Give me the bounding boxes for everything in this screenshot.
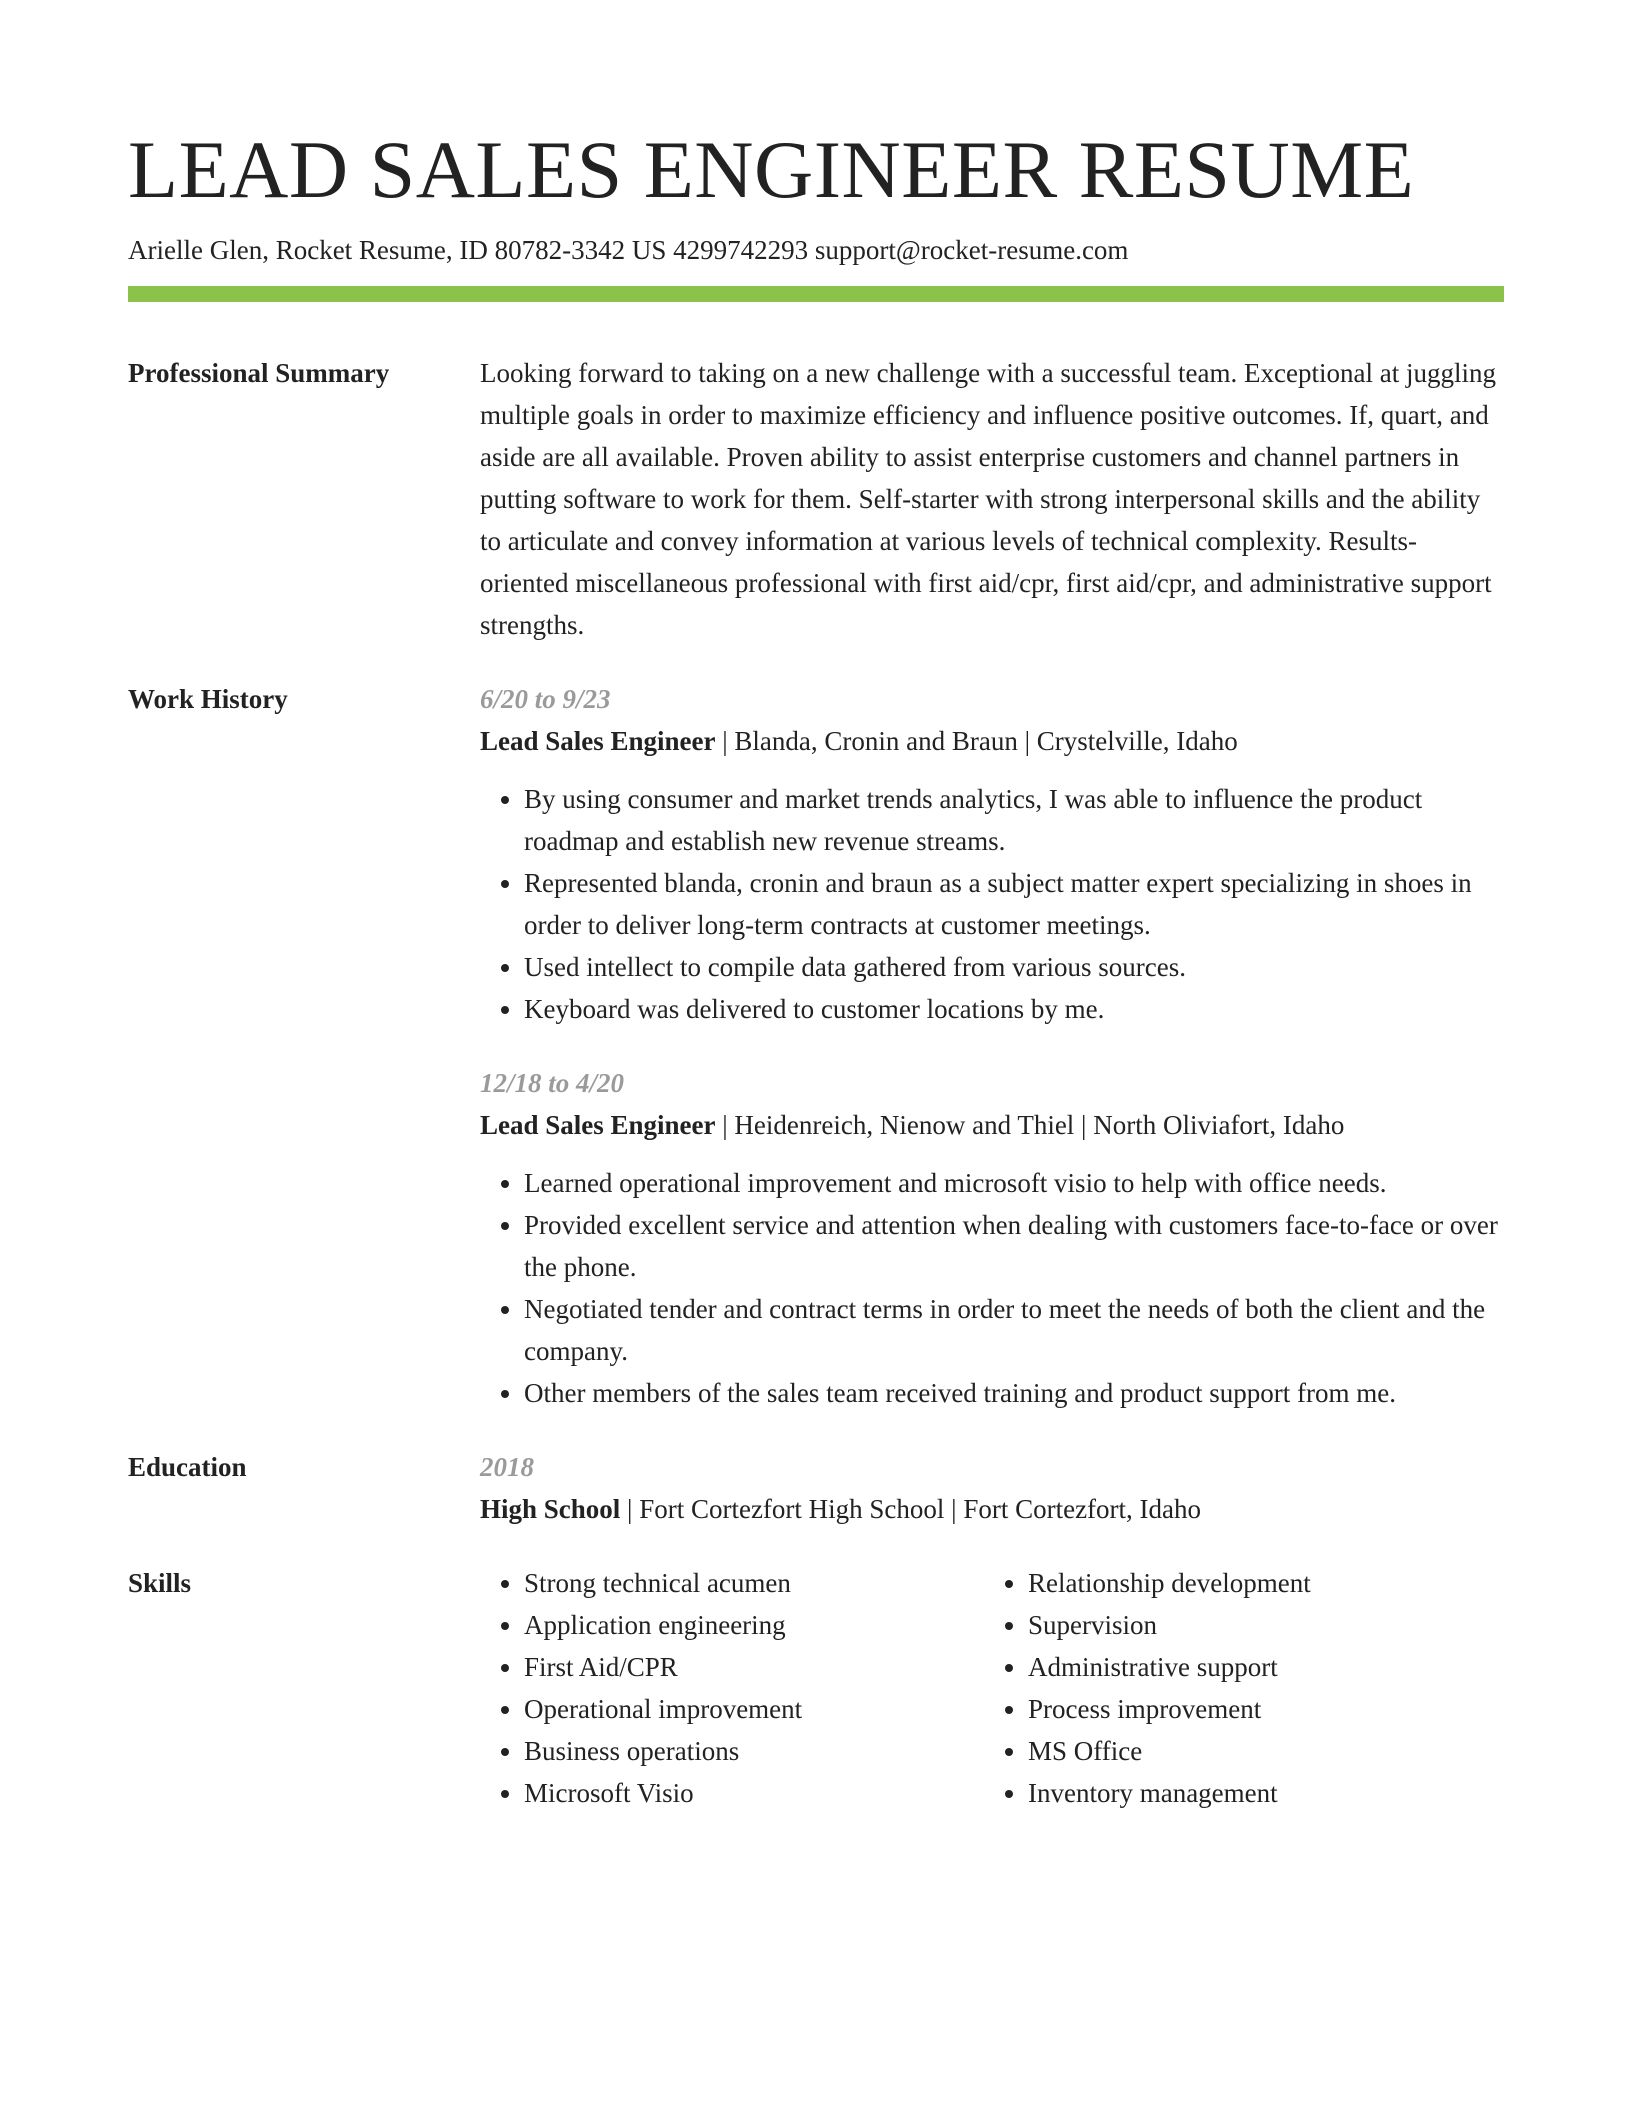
skill-item: • Application engineering (524, 1604, 984, 1646)
job-role: Lead Sales Engineer (480, 726, 716, 756)
education-degree: High School (480, 1494, 621, 1524)
education-section (128, 1446, 1504, 1530)
skill-item: • Process improvement (1028, 1688, 1311, 1730)
job-bullet: • Other members of the sales team received training and product support from me. (524, 1372, 1504, 1414)
education-body (480, 1446, 1504, 1530)
job-bullet: • Provided excellent service and attention when dealing with customers face-to-face or over the phone. (524, 1204, 1504, 1288)
job-bullet: • Learned operational improvement and microsoft visio to help with office needs. (524, 1162, 1504, 1204)
resume-title: LEAD SALES ENGINEER RESUME (128, 124, 1415, 215)
skill-item: • Relationship development (1028, 1562, 1311, 1604)
accent-divider (128, 286, 1504, 302)
skill-item: • Business operations (524, 1730, 984, 1772)
job-role: Lead Sales Engineer (480, 1110, 716, 1140)
work-history-body (480, 678, 1504, 1414)
education-details: | Fort Cortezfort High School | Fort Cortezfort, Idaho (620, 1494, 1202, 1524)
job-bullet: • Used intellect to compile data gathered from various sources. (524, 946, 1504, 988)
job-bullet: • Represented blanda, cronin and braun as a subject matter expert specializing in shoes in order to deliver long-term contracts at customer meetings. (524, 862, 1504, 946)
job-bullet: • By using consumer and market trends analytics, I was able to influence the product roadmap and establish new revenue streams. (524, 778, 1504, 862)
skills-list-left (480, 1562, 984, 1814)
job-heading (480, 720, 1504, 762)
job-dates: 6/20 to 9/23 (480, 684, 611, 714)
job-details: | Heidenreich, Nienow and Thiel | North Oliviafort, Idaho (715, 1110, 1345, 1140)
skill-item: • Inventory management (1028, 1772, 1311, 1814)
contact-line: Arielle Glen, Rocket Resume, ID 80782-3342 US 4299742293 support@rocket-resume.com (128, 235, 1129, 265)
job-bullets (480, 1162, 1504, 1414)
section-label-summary: Professional Summary (128, 358, 390, 388)
skill-item: • Supervision (1028, 1604, 1311, 1646)
job-bullets (480, 778, 1504, 1030)
education-year: 2018 (480, 1452, 534, 1482)
summary-text: Looking forward to taking on a new challenge with a successful team. Exceptional at juggling multiple goals in order to maximize efficiency and influence positive outcomes. If, quart, and aside are all available. Proven ability to assist enterprise customers and channel partners in putting software to work for them. Self-starter with strong interpersonal skills and the ability to articulate and convey information at various levels of technical complexity. Results-oriented miscellaneous professional with first aid/cpr, first aid/cpr, and administrative support strengths. (480, 358, 1496, 640)
skill-item: • Microsoft Visio (524, 1772, 984, 1814)
skill-item: • First Aid/CPR (524, 1646, 984, 1688)
job-heading (480, 1104, 1504, 1146)
professional-summary-section (128, 352, 1504, 646)
skills-body (480, 1562, 1504, 1814)
job-bullet: • Keyboard was delivered to customer locations by me. (524, 988, 1504, 1030)
job-entry (480, 678, 1504, 1030)
section-label-work: Work History (128, 684, 288, 714)
job-entry (480, 1062, 1504, 1414)
job-details: | Blanda, Cronin and Braun | Crystelville, Idaho (715, 726, 1238, 756)
skill-item: • MS Office (1028, 1730, 1311, 1772)
section-label-education: Education (128, 1452, 247, 1482)
work-history-section (128, 678, 1504, 1414)
skills-list-right (984, 1562, 1311, 1814)
resume-page (128, 118, 1504, 1814)
section-label-skills: Skills (128, 1568, 192, 1598)
skill-item: • Strong technical acumen (524, 1562, 984, 1604)
job-dates: 12/18 to 4/20 (480, 1068, 625, 1098)
job-bullet: • Negotiated tender and contract terms in order to meet the needs of both the client and the company. (524, 1288, 1504, 1372)
skill-item: • Operational improvement (524, 1688, 984, 1730)
education-heading (480, 1488, 1504, 1530)
skill-item: • Administrative support (1028, 1646, 1311, 1688)
skills-section (128, 1562, 1504, 1814)
